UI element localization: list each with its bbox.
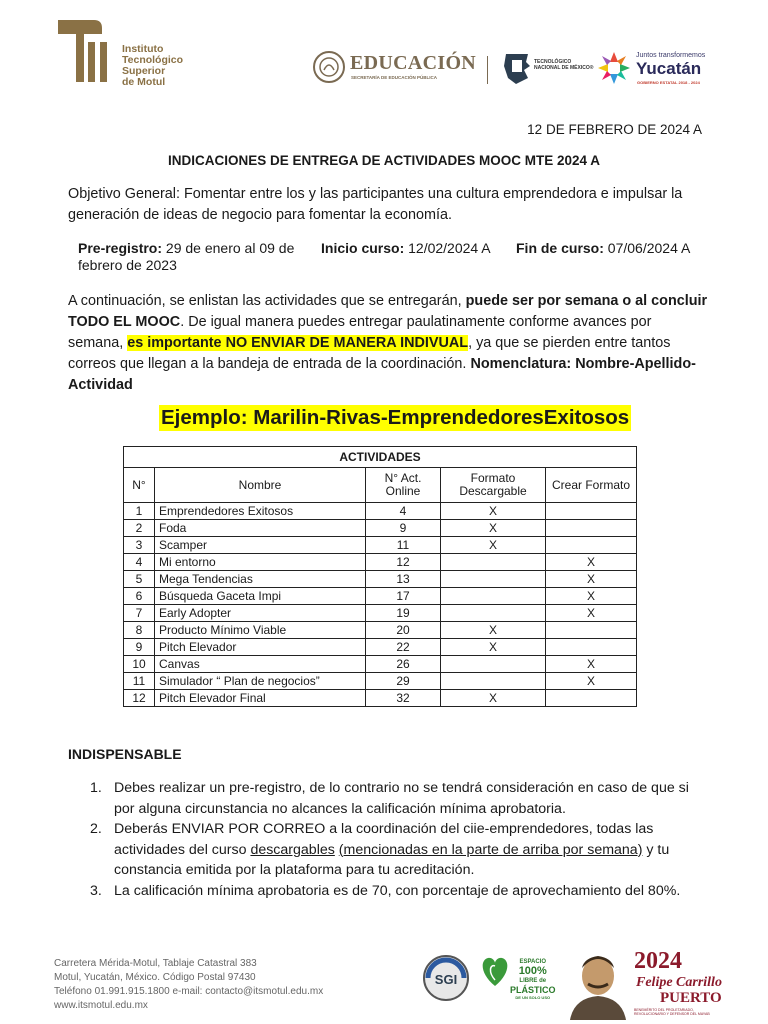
table-cell: Pitch Elevador Final [155, 690, 366, 707]
yucatan-subtitle: GOBIERNO ESTATAL 2018 - 2024 [637, 80, 700, 85]
table-cell: 9 [366, 520, 441, 537]
table-cell [441, 673, 546, 690]
table-cell: Mega Tendencias [155, 571, 366, 588]
table-cell: 20 [366, 622, 441, 639]
table-cell: 4 [366, 503, 441, 520]
activities-table [123, 446, 637, 707]
table-header-row [124, 468, 637, 503]
table-cell: X [441, 690, 546, 707]
mexico-seal-icon [312, 50, 346, 84]
table-cell: 5 [124, 571, 155, 588]
table-cell: 12 [366, 554, 441, 571]
preregistro-label: Pre-registro: [78, 240, 163, 256]
table-row [124, 520, 637, 537]
table-cell: X [546, 554, 637, 571]
table-cell: 26 [366, 656, 441, 673]
column-header: Nombre [155, 468, 366, 503]
table-cell: X [546, 673, 637, 690]
table-cell: 9 [124, 639, 155, 656]
column-header: Crear Formato [546, 468, 637, 503]
table-row [124, 690, 637, 707]
inicio-label: Inicio curso: [321, 240, 405, 256]
footer-line: Carretera Mérida-Motul, Tablaje Catastral 383 [54, 958, 257, 969]
inicio-curso [321, 240, 491, 256]
fin-curso [516, 240, 690, 256]
table-cell [546, 520, 637, 537]
table-cell: Búsqueda Gaceta Impi [155, 588, 366, 605]
inicio-value: 12/02/2024 A [408, 240, 491, 256]
list-text: Deberás ENVIAR POR CORREO a la coordinación del ciie-emprendedores, todas las actividades del curso [114, 821, 654, 858]
badge-line: ESPACIO [519, 959, 547, 965]
educacion-subtitle: SECRETARÍA DE EDUCACIÓN PÚBLICA [351, 75, 438, 80]
table-cell [546, 503, 637, 520]
table-cell: 13 [366, 571, 441, 588]
table-cell [441, 571, 546, 588]
table-cell: 6 [124, 588, 155, 605]
badge-line: DE UN SOLO USO [515, 995, 551, 1000]
document-title: INDICACIONES DE ENTREGA DE ACTIVIDADES MOOC MTE 2024 A [167, 153, 601, 168]
leaf-heart-icon [478, 950, 512, 990]
table-cell: X [546, 656, 637, 673]
yucatan-logo-icon [596, 50, 632, 86]
table-cell [441, 588, 546, 605]
nomenclature-text: Nomenclatura: Nombre-Apellido-Actividad [68, 356, 696, 393]
table-cell: X [441, 520, 546, 537]
table-row [124, 571, 637, 588]
felipe-carrillo-portrait-icon [562, 946, 634, 1020]
educacion-title: EDUCACIÓN [350, 52, 477, 74]
table-row [124, 656, 637, 673]
table-cell [546, 537, 637, 554]
list-text: Debes realizar un pre-registro, de lo contrario no se tendrá consideración en caso de que si por alguna circunstancia no alcances la calificación mínima aprobatoria. [114, 780, 689, 817]
header-divider [487, 56, 488, 84]
table-cell: X [441, 503, 546, 520]
table-cell: 19 [366, 605, 441, 622]
table-cell: X [441, 639, 546, 656]
table-cell: 8 [124, 622, 155, 639]
table-row [124, 554, 637, 571]
list-text: La calificación mínima aprobatoria es de 70, con porcentaje de aprovechamiento del 80%. [114, 882, 681, 899]
table-cell: Simulador “ Plan de negocios” [155, 673, 366, 690]
intro-text-3: , ya que se pierden entre tantos correos que llegan a la bandeja de entrada de la coordinación. [68, 335, 671, 372]
footer-line: Teléfono 01.991.915.1800 e-mail: contacto@itsmotul.edu.mx [54, 986, 324, 997]
table-cell: 22 [366, 639, 441, 656]
tecnm-logo-icon [502, 50, 532, 86]
list-item [90, 778, 710, 819]
example-filename: Ejemplo: Marilin-Rivas-EmprendedoresExitosos [161, 406, 630, 429]
table-cell [546, 639, 637, 656]
table-cell [546, 622, 637, 639]
sgi-logo-icon [420, 952, 472, 1004]
table-cell: X [441, 622, 546, 639]
yucatan-title: Yucatán [636, 59, 702, 78]
list-number: 2. [90, 821, 102, 837]
intro-highlight: es importante NO ENVIAR DE MANERA INDIVUAL [127, 335, 469, 351]
itsm-name: Instituto Tecnológico Superior de Motul [122, 43, 184, 88]
intro-text-2: . De igual manera puedes entregar paulatinamente conforme avances por semana, [68, 314, 652, 351]
table-row [124, 605, 637, 622]
yucatan-slogan: Juntos transformemos [636, 52, 706, 59]
column-header: N° Act. Online [366, 468, 441, 503]
table-cell [441, 656, 546, 673]
table-row [124, 537, 637, 554]
intro-paragraph [68, 291, 708, 396]
table-cell: 11 [366, 537, 441, 554]
table-cell: X [546, 571, 637, 588]
table-cell: Foda [155, 520, 366, 537]
table-cell: 12 [124, 690, 155, 707]
table-cell: X [546, 588, 637, 605]
table-cell: 17 [366, 588, 441, 605]
list-item [90, 881, 710, 902]
table-cell: Producto Mínimo Viable [155, 622, 366, 639]
list-number: 1. [90, 780, 102, 796]
table-cell: X [546, 605, 637, 622]
footer-address [54, 957, 323, 1013]
plastic-free-badge [510, 958, 556, 1000]
intro-text-1: A continuación, se enlistan las actividades que se entregarán, [68, 293, 466, 309]
list-item [90, 819, 710, 881]
table-cell [546, 690, 637, 707]
table-cell: 29 [366, 673, 441, 690]
table-cell: X [441, 537, 546, 554]
indispensable-list [90, 778, 710, 901]
fin-value: 07/06/2024 A [607, 240, 691, 256]
table-cell: 7 [124, 605, 155, 622]
table-row [124, 622, 637, 639]
table-cell: 2 [124, 520, 155, 537]
list-underlined-text: descargables [250, 841, 335, 858]
badge-line: 100% [518, 965, 547, 977]
column-header: Formato Descargable [441, 468, 546, 503]
sgi-label: SGI [434, 972, 458, 987]
fcp-name: Felipe Carrillo [636, 975, 722, 990]
table-cell: Emprendedores Exitosos [155, 503, 366, 520]
table-row [124, 588, 637, 605]
indispensable-heading: INDISPENSABLE [68, 746, 182, 762]
table-cell: Canvas [155, 656, 366, 673]
fin-label: Fin de curso: [516, 240, 604, 256]
table-cell: 10 [124, 656, 155, 673]
table-cell: 3 [124, 537, 155, 554]
fcp-year: 2024 [634, 948, 682, 974]
objective-paragraph: Objetivo General: Fomentar entre los y las participantes una cultura emprendedora e impulsar la generación de ideas de negocio para fomentar la economía. [68, 186, 683, 223]
column-header: N° [124, 468, 155, 503]
intro-bold-1: puede ser por semana o al concluir TODO EL MOOC [68, 293, 708, 330]
footer-line: Motul, Yucatán, México. Código Postal 97430 [54, 972, 256, 983]
list-number: 3. [90, 882, 102, 899]
list-text: y tu constancia emitida por la plataforma para tu acreditación. [114, 841, 670, 878]
table-row [124, 503, 637, 520]
table-cell: Scamper [155, 537, 366, 554]
table-cell: Pitch Elevador [155, 639, 366, 656]
table-cell [441, 554, 546, 571]
table-cell: 4 [124, 554, 155, 571]
document-date: 12 DE FEBRERO DE 2024 A [527, 122, 702, 137]
fcp-puerto: PUERTO [660, 990, 722, 1006]
badge-line: LIBRE de [519, 978, 547, 984]
table-title: ACTIVIDADES [124, 447, 637, 468]
table-cell: 32 [366, 690, 441, 707]
table-row [124, 673, 637, 690]
itsm-logo-icon [54, 16, 114, 86]
table-cell: 1 [124, 503, 155, 520]
table-cell: 11 [124, 673, 155, 690]
table-cell: Early Adopter [155, 605, 366, 622]
list-underlined-text: (mencionadas en la parte de arriba por semana) [338, 841, 643, 858]
badge-line: PLÁSTICO [510, 985, 556, 995]
table-cell: Mi entorno [155, 554, 366, 571]
table-body [124, 503, 637, 707]
table-row [124, 639, 637, 656]
fcp-caption: BENEMÉRITO DEL PROLETARIADO, REVOLUCIONARIO Y DEFENSOR DEL MAYAB [634, 1008, 710, 1016]
preregistro-value: 29 de enero al 09 de febrero de 2023 [78, 240, 295, 273]
tecnm-name: TECNOLÓGICO NACIONAL DE MÉXICO® [534, 59, 594, 71]
preregistro-block [78, 240, 308, 274]
footer-link[interactable]: www.itsmotul.edu.mx [54, 1000, 148, 1011]
table-cell [441, 605, 546, 622]
